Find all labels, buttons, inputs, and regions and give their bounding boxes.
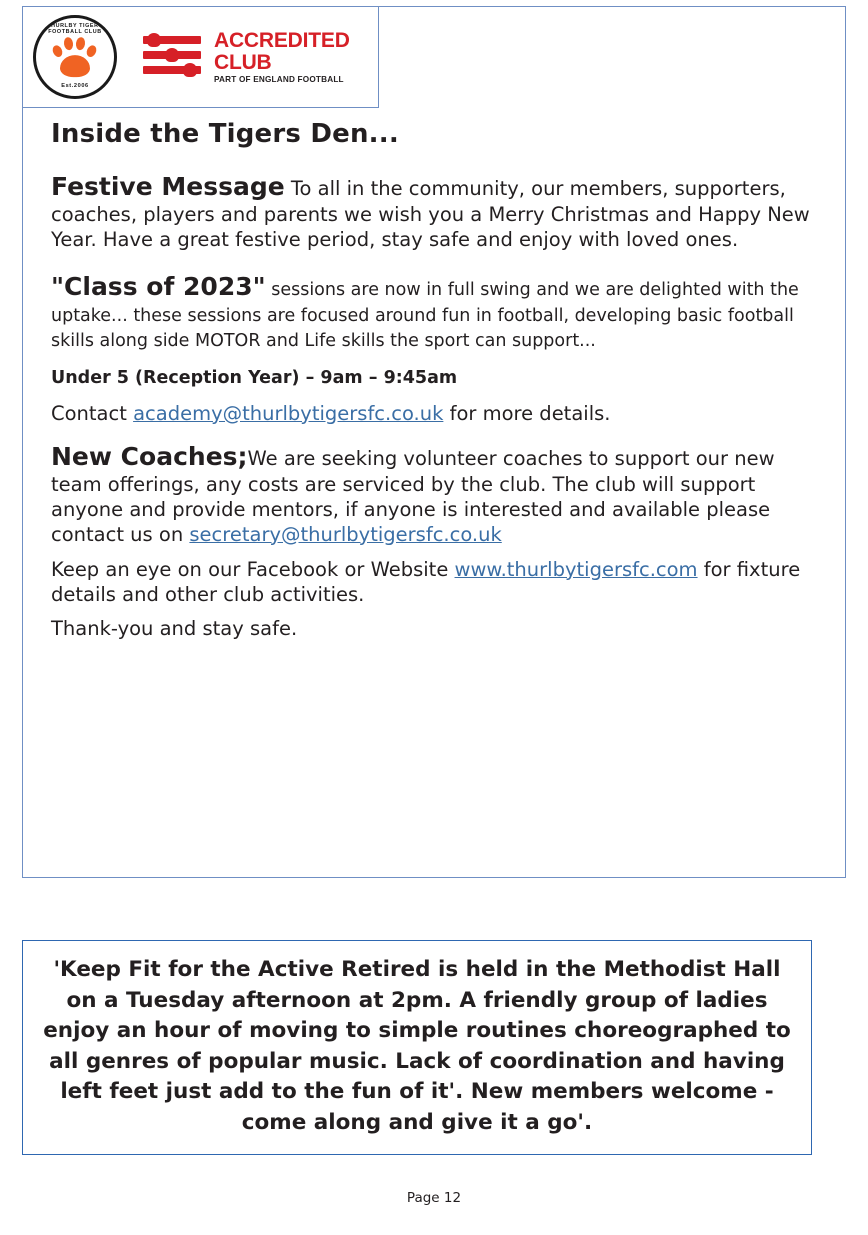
three-lions-icon <box>141 31 205 83</box>
page-footer <box>0 1190 868 1206</box>
academy-email-link[interactable]: academy@thurlbytigersfc.co.uk <box>133 401 444 425</box>
festive-message-paragraph <box>31 171 837 253</box>
follow-us-prefix: Keep an eye on our Facebook or Website <box>51 557 455 581</box>
accredited-line-1: ACCREDITED <box>214 28 350 52</box>
accredited-text-block <box>214 30 350 84</box>
festive-message-body: To all in the community, our members, supporters, coaches, players and parents we wish you a Merry Christmas and Happy New Year. Have a great festive period, stay safe and enjoy with loved ones. <box>51 177 810 251</box>
tiger-paw-icon <box>52 35 98 77</box>
accredited-line-3: PART OF ENGLAND FOOTBALL <box>214 74 344 84</box>
class-of-2023-schedule-text: Under 5 (Reception Year) – 9am – 9:45am <box>51 367 458 388</box>
crest-ring-top-text: THURLBY TIGERS FOOTBALL CLUB <box>47 23 103 35</box>
class-of-2023-body: sessions are now in full swing and we are delighted with the uptake... these sessions are focused around fun in football, developing basic football skills along side MOTOR and Life skills the sport can support... <box>51 279 799 351</box>
signoff-paragraph <box>31 617 837 642</box>
academy-contact-suffix: for more details. <box>443 401 611 425</box>
accredited-club-badge <box>141 30 350 84</box>
website-link[interactable]: www.thurlbytigersfc.com <box>454 557 698 581</box>
new-coaches-body: We are seeking volunteer coaches to support our new team offerings, any costs are serviced by the club. The club will support anyone and provide mentors, if anyone is interested and available please contact us on <box>51 446 775 546</box>
logo-strip <box>23 7 379 108</box>
class-of-2023-heading: "Class of 2023" <box>51 271 266 301</box>
article-body <box>31 119 837 642</box>
festive-message-heading: Festive Message <box>51 172 285 201</box>
page-number: Page 12 <box>406 1190 462 1206</box>
accredited-line-2: CLUB <box>214 50 272 74</box>
class-of-2023-schedule <box>31 365 837 390</box>
keep-fit-notice-box <box>22 940 812 1155</box>
academy-contact-prefix: Contact <box>51 401 134 425</box>
article-title: Inside the Tigers Den... <box>51 119 399 149</box>
keep-fit-notice-text: 'Keep Fit for the Active Retired is held in the Methodist Hall on a Tuesday afternoon at 2pm. A friendly group of ladies enjoy an hour of moving to simple routines choreographed to all genres of popular music. Lack of coordination and having left feet just add to the fun of it'. New members welcome - come along and give it a go'. <box>43 957 791 1135</box>
new-coaches-heading: New Coaches; <box>51 441 248 471</box>
crest-ring-bottom-text: Est.2006 <box>61 83 89 89</box>
secretary-email-link[interactable]: secretary@thurlbytigersfc.co.uk <box>189 522 502 546</box>
new-coaches-paragraph <box>31 441 837 548</box>
follow-us-paragraph <box>31 558 837 608</box>
signoff-text: Thank-you and stay safe. <box>51 617 298 641</box>
follow-us-suffix: for fixture details and other club activities. <box>51 557 801 606</box>
thurlby-tigers-crest-icon <box>33 15 117 99</box>
tigers-article-box <box>22 6 846 878</box>
academy-contact-paragraph <box>31 402 837 427</box>
class-of-2023-paragraph <box>31 271 837 353</box>
